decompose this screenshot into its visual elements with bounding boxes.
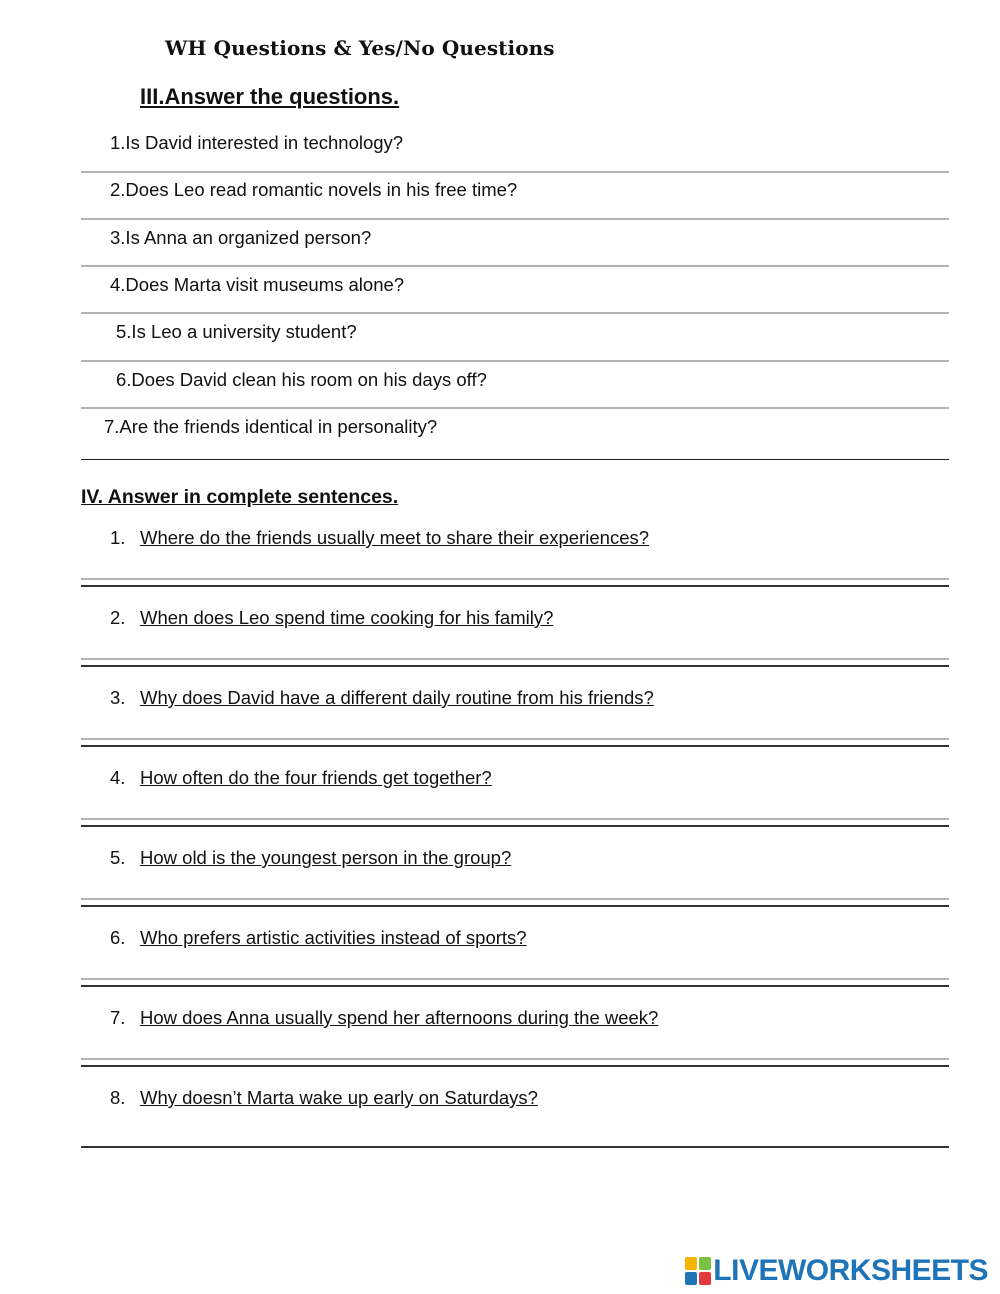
answer-line[interactable] xyxy=(81,360,949,362)
wh-question: When does Leo spend time cooking for his family? xyxy=(140,607,554,628)
wh-question: How does Anna usually spend her afternoons during the week? xyxy=(140,1007,659,1028)
question-number: 7. xyxy=(110,1007,126,1028)
answer-line[interactable] xyxy=(81,818,949,820)
answer-line[interactable] xyxy=(81,978,949,980)
answer-line[interactable] xyxy=(81,407,949,409)
answer-line-rule xyxy=(81,825,949,827)
answer-line[interactable] xyxy=(81,578,949,580)
question-number: 4. xyxy=(110,767,126,788)
yes-no-question: 7.Are the friends identical in personality? xyxy=(104,416,438,437)
question-number: 5. xyxy=(110,847,126,868)
question-number: 6. xyxy=(110,927,126,948)
answer-line[interactable] xyxy=(81,738,949,740)
wh-question: How often do the four friends get together? xyxy=(140,767,492,788)
answer-line[interactable] xyxy=(81,265,949,267)
liveworksheets-logo[interactable] xyxy=(685,1254,988,1288)
logo-blocks-icon xyxy=(685,1257,711,1285)
answer-line[interactable] xyxy=(81,171,949,173)
yes-no-question: 2.Does Leo read romantic novels in his free time? xyxy=(110,179,518,200)
answer-line[interactable] xyxy=(81,898,949,900)
answer-line[interactable] xyxy=(81,312,949,314)
question-number: 3. xyxy=(110,687,126,708)
worksheet-title: WH Questions & Yes/No Questions xyxy=(165,36,555,60)
yes-no-question: 6.Does David clean his room on his days off? xyxy=(116,369,487,390)
answer-line-rule xyxy=(81,985,949,987)
answer-line-rule xyxy=(81,745,949,747)
wh-question: Who prefers artistic activities instead of sports? xyxy=(140,927,527,948)
wh-question: Where do the friends usually meet to share their experiences? xyxy=(140,527,650,548)
answer-line-rule xyxy=(81,1065,949,1067)
wh-question: How old is the youngest person in the group? xyxy=(140,847,512,868)
wh-question: Why doesn’t Marta wake up early on Saturdays? xyxy=(140,1087,538,1108)
answer-line-rule xyxy=(81,665,949,667)
answer-line-rule xyxy=(81,905,949,907)
yes-no-question: 1.Is David interested in technology? xyxy=(110,132,404,153)
yes-no-question: 5.Is Leo a university student? xyxy=(116,321,357,342)
question-number: 1. xyxy=(110,527,126,548)
answer-line[interactable] xyxy=(81,459,949,460)
yes-no-question: 4.Does Marta visit museums alone? xyxy=(110,274,405,295)
wh-question: Why does David have a different daily routine from his friends? xyxy=(140,687,654,708)
section-3-heading: III.Answer the questions. xyxy=(140,84,400,109)
answer-line[interactable] xyxy=(81,218,949,220)
answer-line[interactable] xyxy=(81,1058,949,1060)
answer-line[interactable] xyxy=(81,1146,949,1148)
question-number: 2. xyxy=(110,607,126,628)
section-4-heading: IV. Answer in complete sentences. xyxy=(81,486,399,508)
logo-text: LIVEWORKSHEETS xyxy=(713,1254,988,1287)
answer-line[interactable] xyxy=(81,658,949,660)
question-number: 8. xyxy=(110,1087,126,1108)
yes-no-question: 3.Is Anna an organized person? xyxy=(110,227,372,248)
answer-line-rule xyxy=(81,585,949,587)
